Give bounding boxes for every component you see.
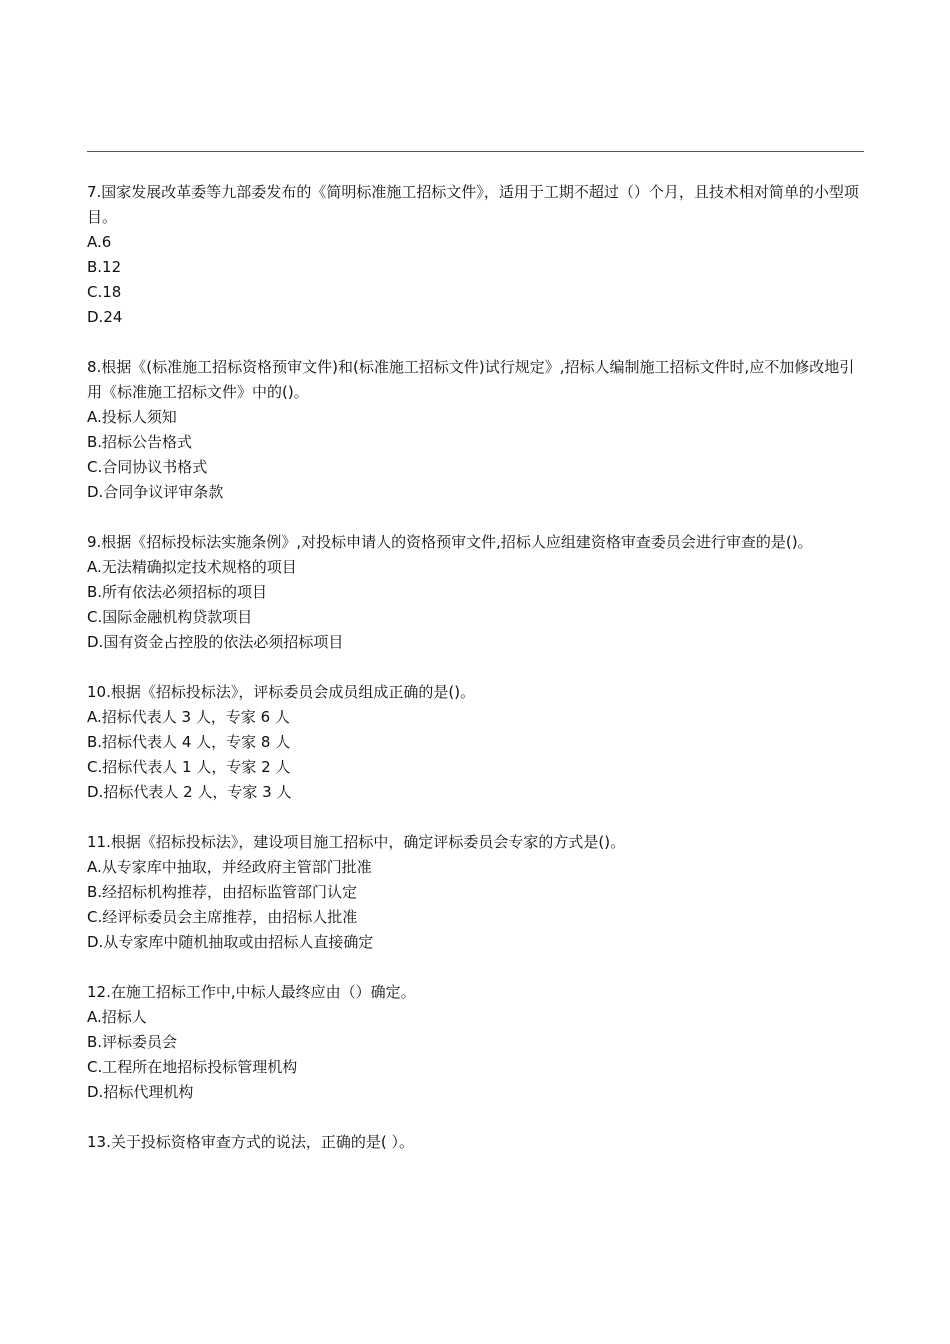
question-7 [87, 180, 867, 330]
option-d: D.招标代表人 2 人，专家 3 人 [87, 783, 292, 801]
option-a: A.6 [87, 233, 112, 251]
option-d: D.合同争议评审条款 [87, 483, 224, 501]
option-c: C.经评标委员会主席推荐，由招标人批准 [87, 908, 358, 926]
option-b: B.评标委员会 [87, 1033, 178, 1051]
option-c: C.国际金融机构贷款项目 [87, 608, 253, 626]
question-stem: 10.根据《招标投标法》，评标委员会成员组成正确的是()。 [87, 683, 476, 701]
option-b: B.12 [87, 258, 122, 276]
option-b: B.招标公告格式 [87, 433, 193, 451]
option-c: C.18 [87, 283, 122, 301]
question-10 [87, 680, 867, 805]
option-c: C.招标代表人 1 人，专家 2 人 [87, 758, 291, 776]
option-a: A.投标人须知 [87, 408, 177, 426]
option-c: C.工程所在地招标投标管理机构 [87, 1058, 298, 1076]
option-a: A.无法精确拟定技术规格的项目 [87, 558, 297, 576]
option-b: B.招标代表人 4 人，专家 8 人 [87, 733, 291, 751]
option-c: C.合同协议书格式 [87, 458, 208, 476]
option-b: B.经招标机构推荐，由招标监管部门认定 [87, 883, 358, 901]
option-d: D.招标代理机构 [87, 1083, 194, 1101]
question-list [87, 180, 867, 1180]
question-stem: 11.根据《招标投标法》，建设项目施工招标中，确定评标委员会专家的方式是()。 [87, 833, 626, 851]
option-b: B.所有依法必须招标的项目 [87, 583, 268, 601]
option-a: A.招标代表人 3 人，专家 6 人 [87, 708, 290, 726]
option-a: A.从专家库中抽取，并经政府主管部门批准 [87, 858, 372, 876]
header-divider [87, 151, 864, 152]
option-d: D.从专家库中随机抽取或由招标人直接确定 [87, 933, 374, 951]
question-8 [87, 355, 867, 505]
question-11 [87, 830, 867, 955]
question-stem: 9.根据《招标投标法实施条例》,对投标申请人的资格预审文件,招标人应组建资格审查委员会进行审查的是()。 [87, 533, 813, 551]
question-stem: 7.国家发展改革委等九部委发布的《简明标准施工招标文件》，适用于工期不超过（）个月，且技术相对简单的小型项目。 [87, 183, 859, 226]
question-stem: 8.根据《(标准施工招标资格预审文件)和(标准施工招标文件)试行规定》,招标人编制施工招标文件时,应不加修改地引用《标准施工招标文件》中的()。 [87, 358, 855, 401]
option-a: A.招标人 [87, 1008, 147, 1026]
question-stem: 13.关于投标资格审查方式的说法，正确的是( ）。 [87, 1133, 414, 1151]
question-9 [87, 530, 867, 655]
question-13 [87, 1130, 867, 1155]
question-stem: 12.在施工招标工作中,中标人最终应由（）确定。 [87, 983, 416, 1001]
question-12 [87, 980, 867, 1105]
option-d: D.国有资金占控股的依法必须招标项目 [87, 633, 344, 651]
option-d: D.24 [87, 308, 123, 326]
